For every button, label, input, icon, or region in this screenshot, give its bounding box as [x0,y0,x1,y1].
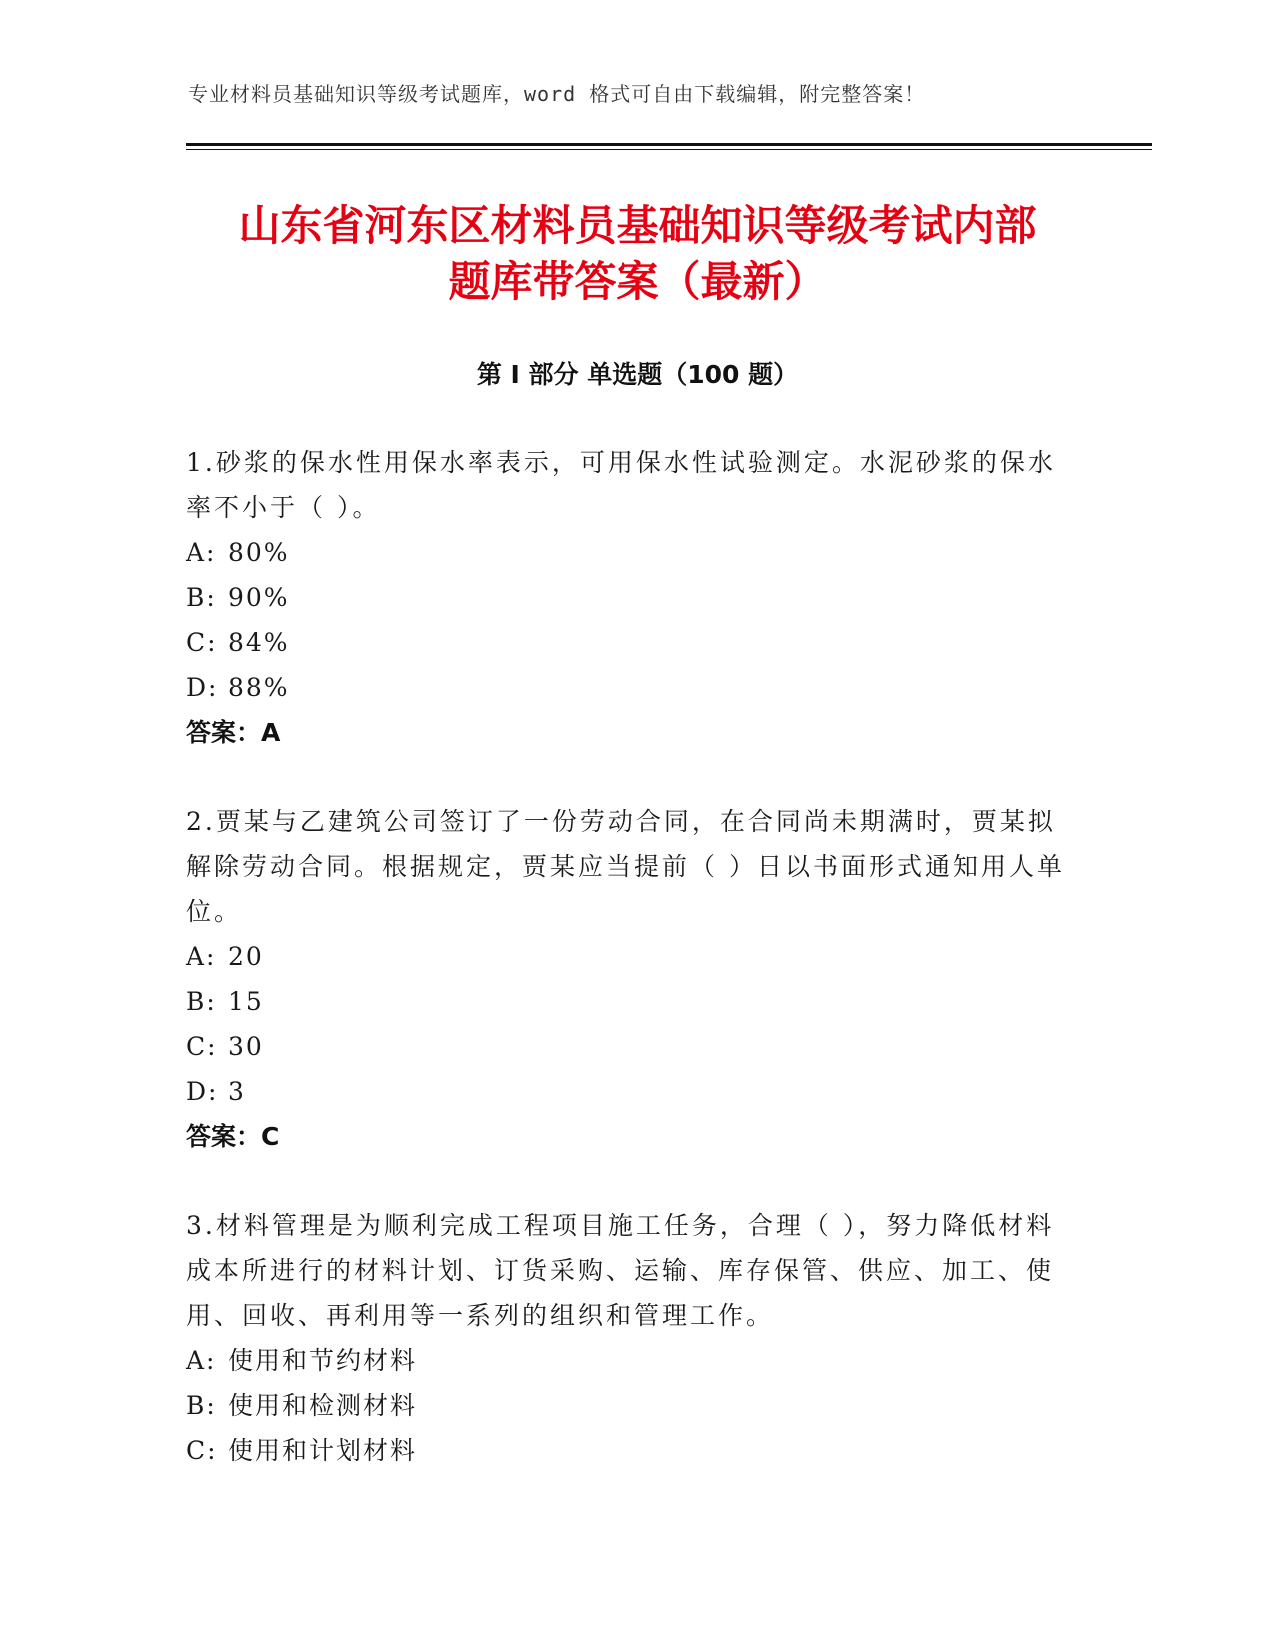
option-text: 30 [228,1032,264,1061]
option-d [186,665,1076,710]
option-letter: C: [186,1032,218,1061]
question-3 [186,1203,1076,1473]
option-letter: B: [186,583,217,612]
question-list [186,440,1076,1517]
document-title [150,198,1125,310]
option-text: 3 [228,1077,246,1106]
option-letter: A: [186,942,217,971]
answer: 答案：A [186,718,281,747]
option-text: 使用和检测材料 [228,1391,418,1420]
option-b [186,575,1076,620]
option-letter: C: [186,628,218,657]
option-letter: B: [186,987,217,1016]
option-a [186,1338,1076,1383]
option-letter: D: [186,673,219,702]
option-d [186,1069,1076,1114]
section-heading: 第 I 部分 单选题（100 题） [476,360,799,389]
header-rule-thick [186,143,1152,146]
question-stem: 2.贾某与乙建筑公司签订了一份劳动合同，在合同尚未期满时，贾某拟解除劳动合同。根据规定，贾某应当提前（ ）日以书面形式通知用人单位。 [186,807,1065,926]
option-text: 88% [228,673,290,702]
document-title-line-1: 山东省河东区材料员基础知识等级考试内部 [238,201,1037,250]
option-text: 使用和节约材料 [228,1346,418,1375]
option-b [186,979,1076,1024]
option-a [186,934,1076,979]
document-title-line-2: 题库带答案（最新） [448,257,827,306]
option-b [186,1383,1076,1428]
header-note: 专业材料员基础知识等级考试题库，word 格式可自由下载编辑，附完整答案！ [188,82,926,106]
option-letter: A: [186,538,217,567]
option-text: 90% [228,583,290,612]
option-letter: B: [186,1391,217,1420]
option-c [186,1024,1076,1069]
option-text: 15 [228,987,264,1016]
question-stem: 1.砂浆的保水性用保水率表示，可用保水性试验测定。水泥砂浆的保水率不小于（ ）。 [186,448,1056,522]
option-letter: D: [186,1077,219,1106]
option-letter: C: [186,1436,218,1465]
option-c [186,1428,1076,1473]
answer: 答案：C [186,1122,280,1151]
option-c [186,620,1076,665]
header-rule-thin [186,149,1152,150]
question-stem: 3.材料管理是为顺利完成工程项目施工任务，合理（ ），努力降低材料成本所进行的材料计划、订货采购、运输、库存保管、供应、加工、使用、回收、再利用等一系列的组织和管理工作。 [186,1211,1055,1330]
option-a [186,530,1076,575]
option-text: 使用和计划材料 [228,1436,418,1465]
option-text: 84% [228,628,290,657]
option-text: 20 [228,942,264,971]
question-1 [186,440,1076,755]
option-text: 80% [228,538,290,567]
option-letter: A: [186,1346,217,1375]
question-2 [186,799,1076,1159]
